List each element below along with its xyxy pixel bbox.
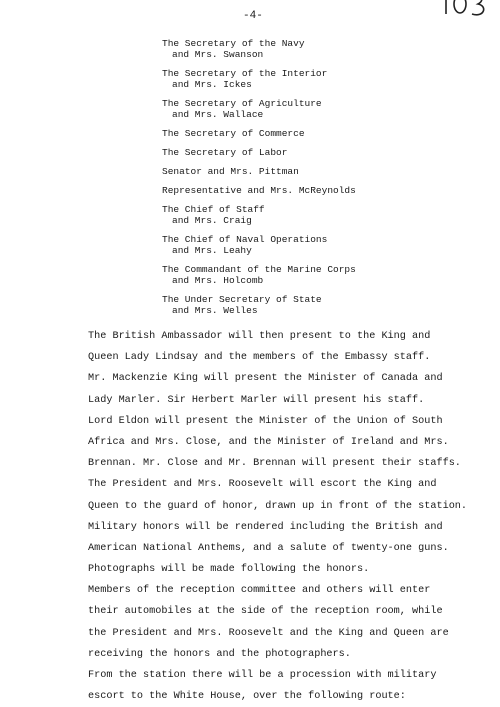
attendee-entry [162, 264, 482, 286]
body-line: their automobiles at the side of the reception room, while [88, 606, 443, 618]
attendee-title: The Secretary of the Navy [162, 38, 305, 49]
body-line: American National Anthems, and a salute of twenty-one guns. [88, 542, 449, 554]
attendee-title: The Chief of Naval Operations [162, 234, 328, 245]
body-line: Mr. Mackenzie King will present the Minister of Canada and [88, 373, 443, 385]
body-line: Photographs will be made following the honors. [88, 564, 370, 576]
attendee-entry [162, 234, 482, 256]
body-line: the President and Mrs. Roosevelt and the King and Queen are [88, 627, 449, 639]
attendee-entry [162, 294, 482, 316]
body-line: Brennan. Mr. Close and Mr. Brennan will present their staffs. [88, 458, 461, 470]
attendee-title: Representative and Mrs. McReynolds [162, 185, 356, 196]
attendee-title: Senator and Mrs. Pittman [162, 166, 299, 177]
attendee-entry [162, 68, 482, 90]
body-line: Lord Eldon will present the Minister of the Union of South [88, 415, 443, 427]
attendee-spouse: and Mrs. Wallace [172, 109, 264, 120]
body-line: Lady Marler. Sir Herbert Marler will present his staff. [88, 394, 425, 406]
body-line: From the station there will be a procession with military [88, 670, 437, 681]
body-line: The British Ambassador will then present to the King and [88, 331, 431, 342]
attendee-spouse: and Mrs. Leahy [172, 245, 252, 256]
attendee-entry [162, 38, 482, 60]
handwritten-page-mark [440, 0, 492, 18]
attendee-entry [162, 147, 482, 158]
attendee-title: The Commandant of the Marine Corps [162, 264, 356, 275]
page-number: -4- [243, 10, 263, 22]
body-paragraph [88, 326, 488, 707]
attendee-entry [162, 204, 482, 226]
body-line: Queen to the guard of honor, drawn up in front of the station. [88, 500, 468, 512]
body-line: Members of the reception committee and others will enter [88, 585, 431, 597]
attendee-spouse: and Mrs. Swanson [172, 49, 264, 60]
attendee-spouse: and Mrs. Welles [172, 305, 258, 316]
body-line: Queen Lady Lindsay and the members of the Embassy staff. [88, 352, 431, 364]
attendee-entry [162, 128, 482, 139]
attendee-list [162, 38, 482, 324]
attendee-entry [162, 98, 482, 120]
attendee-spouse: and Mrs. Holcomb [172, 275, 264, 286]
attendee-spouse: and Mrs. Craig [172, 215, 252, 226]
attendee-title: The Secretary of Labor [162, 147, 288, 158]
attendee-title: The Chief of Staff [162, 204, 265, 215]
attendee-entry [162, 185, 482, 196]
body-line: Africa and Mrs. Close, and the Minister of Ireland and Mrs. [88, 436, 449, 448]
attendee-title: The Secretary of the Interior [162, 68, 328, 79]
handwritten-103-mark [440, 0, 492, 18]
attendee-entry [162, 166, 482, 177]
body-line: Military honors will be rendered including the British and [88, 521, 443, 533]
attendee-title: The Secretary of Agriculture [162, 98, 322, 109]
attendee-title: The Under Secretary of State [162, 294, 322, 305]
body-line: escort to the White House, over the following route: [88, 691, 406, 703]
attendee-spouse: and Mrs. Ickes [172, 79, 252, 90]
attendee-title: The Secretary of Commerce [162, 128, 305, 139]
body-line: receiving the honors and the photographers. [88, 648, 351, 660]
body-line: The President and Mrs. Roosevelt will escort the King and [88, 479, 437, 491]
